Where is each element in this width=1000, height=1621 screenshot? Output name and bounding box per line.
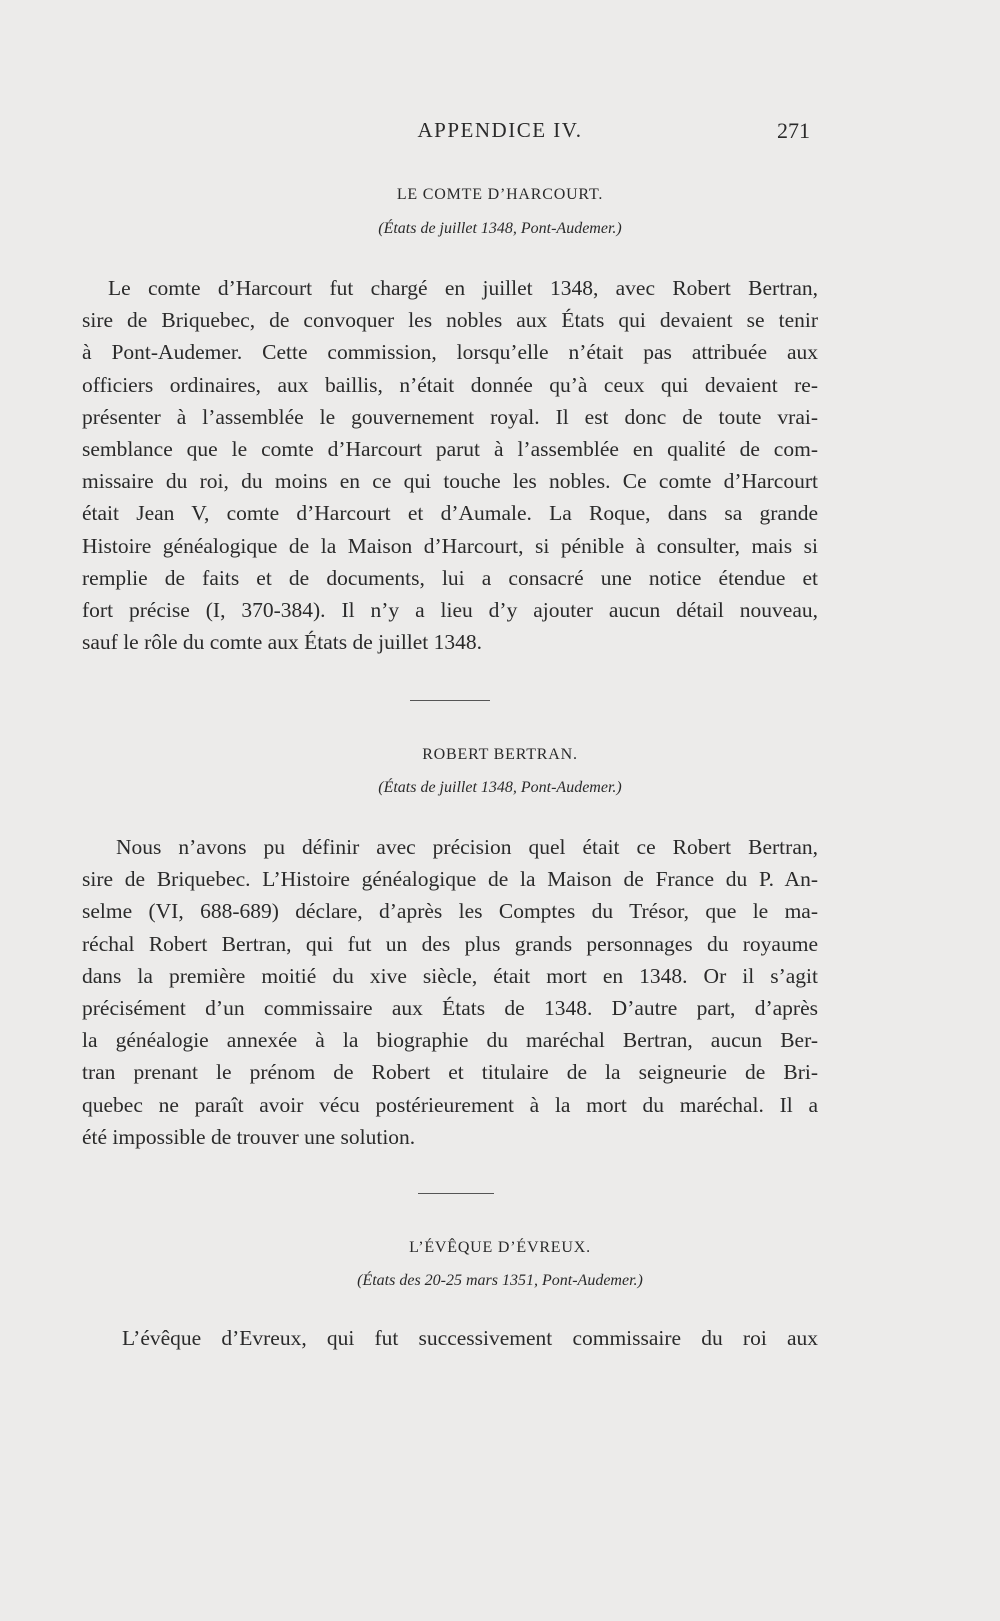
page-number: 271: [777, 118, 810, 143]
section-title-harcourt: LE COMTE D’HARCOURT.: [396, 186, 604, 203]
text-line: sauf le rôle du comte aux États de juillet 1348.: [82, 630, 483, 655]
paragraph-evreux: [82, 1322, 818, 1354]
section-divider: [418, 1193, 494, 1194]
running-head: [0, 118, 1000, 148]
text-line: Le comte d’Harcourt fut chargé en juillet 1348, avec Robert Bertran,: [108, 276, 818, 300]
text-line: réchal Robert Bertran, qui fut un des plus grands personnages du royaume: [82, 931, 818, 956]
section-subtitle-bertran: (États de juillet 1348, Pont-Audemer.): [378, 779, 622, 796]
text-line: missaire du roi, du moins en ce qui touche les nobles. Ce comte d’Harcourt: [82, 469, 818, 494]
text-line: précisément d’un commissaire aux États de 1348. D’autre part, d’après: [82, 996, 818, 1021]
text-line: selme (VI, 688-689) déclare, d’après les Comptes du Trésor, que le ma-: [82, 899, 818, 924]
text-line: L’évêque d’Evreux, qui fut successivement commissaire du roi aux: [122, 1326, 818, 1350]
text-line: la généalogie annexée à la biographie du maréchal Bertran, aucun Ber-: [82, 1028, 818, 1053]
text-line: officiers ordinaires, aux baillis, n’était donnée qu’à ceux qui devaient re-: [82, 372, 818, 397]
text-line: sire de Briquebec. L’Histoire généalogique de la Maison de France du P. An-: [82, 867, 818, 892]
text-line: à Pont-Audemer. Cette commission, lorsqu’elle n’était pas attribuée aux: [82, 340, 818, 365]
text-line: Histoire généalogique de la Maison d’Harcourt, si pénible à consulter, mais si: [82, 533, 818, 558]
running-head-title: APPENDICE IV.: [417, 118, 583, 142]
section-subtitle-evreux: (États des 20-25 mars 1351, Pont-Audemer.): [357, 1272, 643, 1289]
section-divider: [410, 700, 490, 701]
text-line: été impossible de trouver une solution.: [82, 1124, 416, 1149]
section-title-evreux: L’ÉVÊQUE D’ÉVREUX.: [409, 1239, 591, 1256]
text-line: Nous n’avons pu définir avec précision quel était ce Robert Bertran,: [116, 835, 818, 859]
paragraph-harcourt: [82, 272, 818, 658]
text-line: semblance que le comte d’Harcourt parut à l’assemblée en qualité de com-: [82, 437, 818, 462]
paragraph-bertran: [82, 831, 818, 1153]
section-title-bertran: ROBERT BERTRAN.: [422, 746, 578, 763]
text-line: était Jean V, comte d’Harcourt et d’Aumale. La Roque, dans sa grande: [82, 501, 818, 526]
text-line: présenter à l’assemblée le gouvernement royal. Il est donc de toute vrai-: [82, 404, 818, 429]
text-line: remplie de faits et de documents, lui a consacré une notice étendue et: [82, 565, 818, 590]
text-line: fort précise (I, 370-384). Il n’y a lieu d’y ajouter aucun détail nouveau,: [82, 598, 818, 623]
text-line: sire de Briquebec, de convoquer les nobles aux États qui devaient se tenir: [82, 308, 818, 333]
text-line: quebec ne paraît avoir vécu postérieurement à la mort du maréchal. Il a: [82, 1092, 818, 1117]
section-subtitle-harcourt: (États de juillet 1348, Pont-Audemer.): [378, 220, 622, 237]
text-line: tran prenant le prénom de Robert et titulaire de la seigneurie de Bri-: [82, 1060, 818, 1085]
text-line: dans la première moitié du xive siècle, était mort en 1348. Or il s’agit: [82, 963, 818, 988]
